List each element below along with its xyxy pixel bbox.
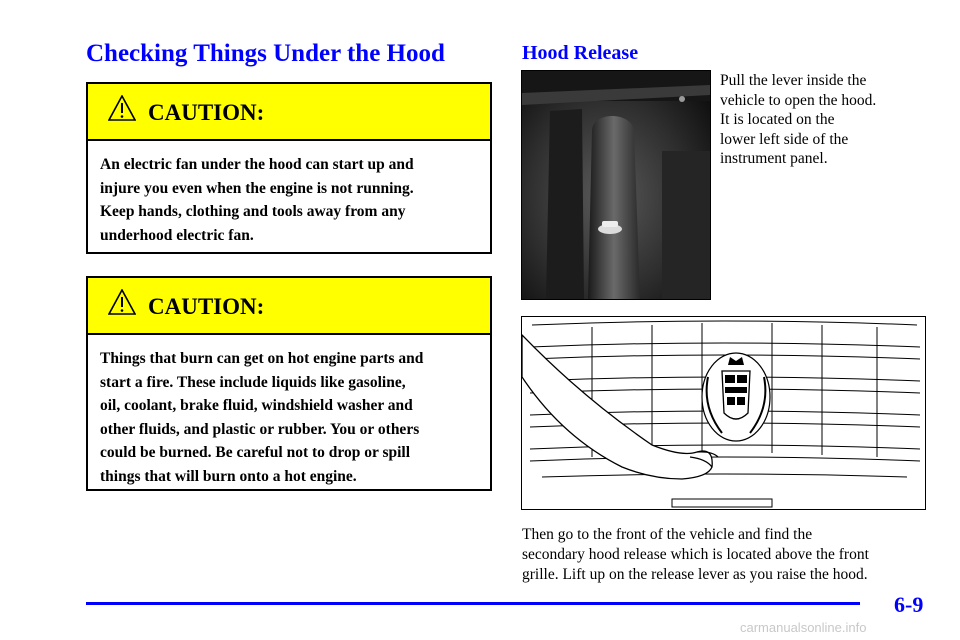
- caution-text: [88, 335, 490, 488]
- hood-release-lever-photo: [521, 70, 711, 300]
- caution-text-line: could be burned. Be careful not to drop or spill: [100, 444, 411, 461]
- page-number: 6-9: [894, 592, 924, 617]
- caution-box-electric-fan: [86, 82, 492, 254]
- page-title: Checking Things Under the Hood: [86, 40, 445, 67]
- caution-text-line: underhood electric fan.: [100, 226, 254, 244]
- secondary-release-line: grille. Lift up on the release lever as you raise the hood.: [522, 566, 868, 583]
- lever-instructions: [720, 71, 876, 169]
- secondary-release-line: secondary hood release which is located above the front: [522, 546, 869, 563]
- caution-text-line: injure you even when the engine is not running.: [100, 179, 414, 197]
- front-grille-illustration: [521, 316, 926, 510]
- caution-text-line: Things that burn can get on hot engine parts and: [100, 350, 424, 367]
- lever-instructions-line: lower left side of the: [720, 130, 849, 148]
- caution-text: [88, 141, 490, 247]
- caution-header: [88, 84, 490, 141]
- caution-text-line: start a fire. These include liquids like gasoline,: [100, 373, 406, 391]
- footer-rule: [86, 602, 860, 605]
- caution-label: CAUTION:: [148, 100, 265, 125]
- caution-label: CAUTION:: [148, 294, 265, 319]
- caution-header: [88, 278, 490, 335]
- caution-text-line: things that will burn onto a hot engine.: [100, 467, 357, 485]
- lever-instructions-line: Pull the lever inside the: [720, 72, 867, 89]
- lever-instructions-line: It is located on the: [720, 111, 835, 128]
- watermark: carmanualsonline.info: [740, 620, 867, 635]
- lever-instructions-line: vehicle to open the hood.: [720, 91, 877, 109]
- secondary-release-instructions: [522, 525, 869, 585]
- warning-triangle-icon: [108, 95, 136, 121]
- caution-text-line: oil, coolant, brake fluid, windshield washer and: [100, 397, 413, 414]
- warning-triangle-icon: [108, 289, 136, 315]
- lever-instructions-line: instrument panel.: [720, 150, 828, 167]
- caution-text-line: Keep hands, clothing and tools away from any: [100, 203, 406, 220]
- section-title-hood-release: Hood Release: [522, 42, 639, 64]
- caution-text-line: An electric fan under the hood can start up and: [100, 156, 414, 173]
- caution-text-line: other fluids, and plastic or rubber. You or others: [100, 420, 420, 438]
- secondary-release-line: Then go to the front of the vehicle and find the: [522, 526, 813, 543]
- caution-box-hot-engine: [86, 276, 492, 491]
